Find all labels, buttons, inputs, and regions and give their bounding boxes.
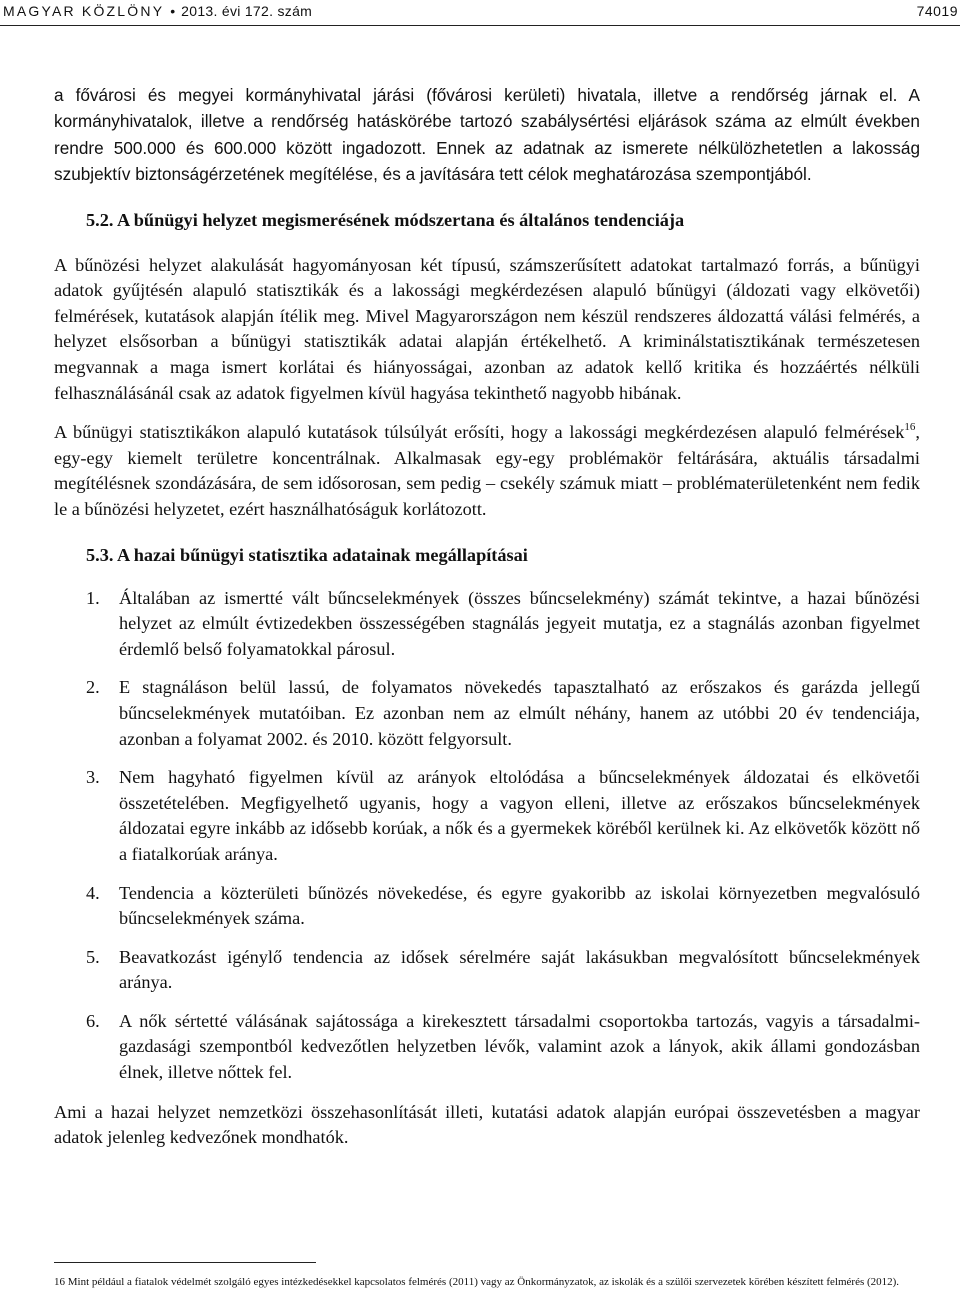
header-rule [0,25,960,26]
page-header [0,0,960,30]
list-item [54,586,920,663]
footnote-16: 16 Mint például a fiatalok védelmét szolgáló egyes intézkedésekkel kapcsolatos felmérés (2011) vagy az Önkormányzatok, az iskolák és a szülői szervezetek körében készített felmérés (2012). [54,1276,900,1288]
list-item-text: Beavatkozást igénylő tendencia az idősek sérelmére saját lakásukban megvalósított bűncselekmények aránya. [119,946,920,993]
list-item-text: A nők sértetté válásának sajátossága a kirekesztett társadalmi csoportokba tartozás, vagyis a társadalmi-gazdasági szempontból kedvezőtlen helyzetben lévők, valamint azok a lányok, akik állami gondozásban élnek, illetve nőttek fel. [119,1010,920,1083]
list-item [54,675,920,752]
list-item-text: Tendencia a közterületi bűnözés növekedése, és egyre gyakoribb az iskolai környezetben megvalósuló bűncselekmények száma. [119,882,920,929]
paragraph-methodology: A bűnözési helyzet alakulását hagyományosan két típusú, számszerűsített adatokat tartalmazó forrás, a bűnügyi adatok gyűjtésén alapuló statisztikák és a lakossági megkérdezésen alapuló bűnügyi (áldozati vagy elkövetői) felmérések, kutatások alapján ítélik meg. Mivel Magyarországon nem készül rendszeres áldozattá válási felmérés, a helyzet elsősorban a bűnügyi statisztikák adatai alapján értékelhető. A kriminálstatisztikának természetesen megvannak a maga ismert korlátai és hiányosságai, azonban az adatok kellő kritika és hozzáértés nélküli felhasználásánál csak az adatok figyelmen kívül hagyása tekinthető nagyobb hibának. [54,254,920,403]
list-item-number: 1. [86,587,100,608]
findings-list [54,586,920,1086]
paragraph-surveys [54,420,920,522]
footnote-divider [54,1262,316,1263]
list-item-number: 4. [86,882,100,903]
page-number: 74019 [916,3,958,19]
footnote-reference: 16 [904,421,916,434]
list-item [54,1009,920,1086]
list-item-number: 5. [86,946,100,967]
section-heading-5-2: 5.2. A bűnügyi helyzet megismerésének módszertana és általános tendenciája [86,209,685,230]
section-heading-5-3: 5.3. A hazai bűnügyi statisztika adatainak megállapításai [86,544,528,565]
separator-dot: • [170,3,176,19]
paragraph-surveys-part2: , egy-egy kiemelt területre koncentrálnak. Alkalmasak egy-egy problémakör feltárására, aktuális társadalmi megítélésnek szondázására, de sem idősorosan, sem pedig – csekély számuk miatt – problématerületenként nem fedik le a bűnözési helyzetet, ezért használhatóságuk korlátozott. [54,422,920,519]
intro-paragraph: a fővárosi és megyei kormányhivatal járási (fővárosi kerületi) hivatala, illetve a rendőrség járnak el. A kormányhivatalok, illetve a rendőrség hatáskörébe tartozó szabálysértési eljárások száma az elmúlt években rendre 500.000 és 600.000 között ingadozott. Ennek az adatnak az ismerete nélkülözhetetlen a lakosság szubjektív biztonságérzetének megítélése, és a javítására tett célok meghatározása szempontjából. [54,85,920,185]
journal-title: MAGYAR KÖZLÖNY [3,3,165,19]
list-item [54,881,920,932]
list-item-number: 6. [86,1010,100,1031]
list-item-number: 3. [86,767,100,788]
journal-header [3,3,312,19]
paragraph-surveys-part1: A bűnügyi statisztikákon alapuló kutatások túlsúlyát erősíti, hogy a lakossági megkérdezésen alapuló felmérések [54,422,905,443]
issue-label: 2013. évi 172. szám [181,3,313,19]
document-body [54,82,920,1151]
list-item-number: 2. [86,677,100,698]
list-item [54,945,920,996]
list-item-text: Általában az ismertté vált bűncselekmények (összes bűncselekmény) számát tekintve, a hazai bűnözési helyzet az elmúlt évtizedekben összességében stagnálás jegyeit mutatja, ez a stagnálás azonban figyelmet érdemlő belső folyamatokkal párosul. [119,587,920,659]
list-item-text: E stagnáláson belül lassú, de folyamatos növekedés tapasztalható az erőszakos és garázda jellegű bűncselekmények mutatóiban. Ez azonban nem az elmúlt néhány, hanem az utóbbi 20 év tendenciája, azonban a folyamat 2002. és 2010. között felgyorsult. [119,677,920,749]
list-item-text: Nem hagyható figyelmen kívül az arányok eltolódása a bűncselekmények áldozatai és elkövetői összetételében. Megfigyelhető ugyanis, hogy a vagyon elleni, illetve az erőszakos bűncselekmények áldozatai egyre inkább az idősebb korúak, a nők és a gyermekek köréből kerülnek ki. Az elkövetők között nő a fiatalkorúak aránya. [119,767,920,864]
closing-paragraph: Ami a hazai helyzet nemzetközi összehasonlítását illeti, kutatási adatok alapján európai összevetésben a magyar adatok jelenleg kedvezőnek mondhatók. [54,1101,920,1148]
list-item [54,765,920,867]
